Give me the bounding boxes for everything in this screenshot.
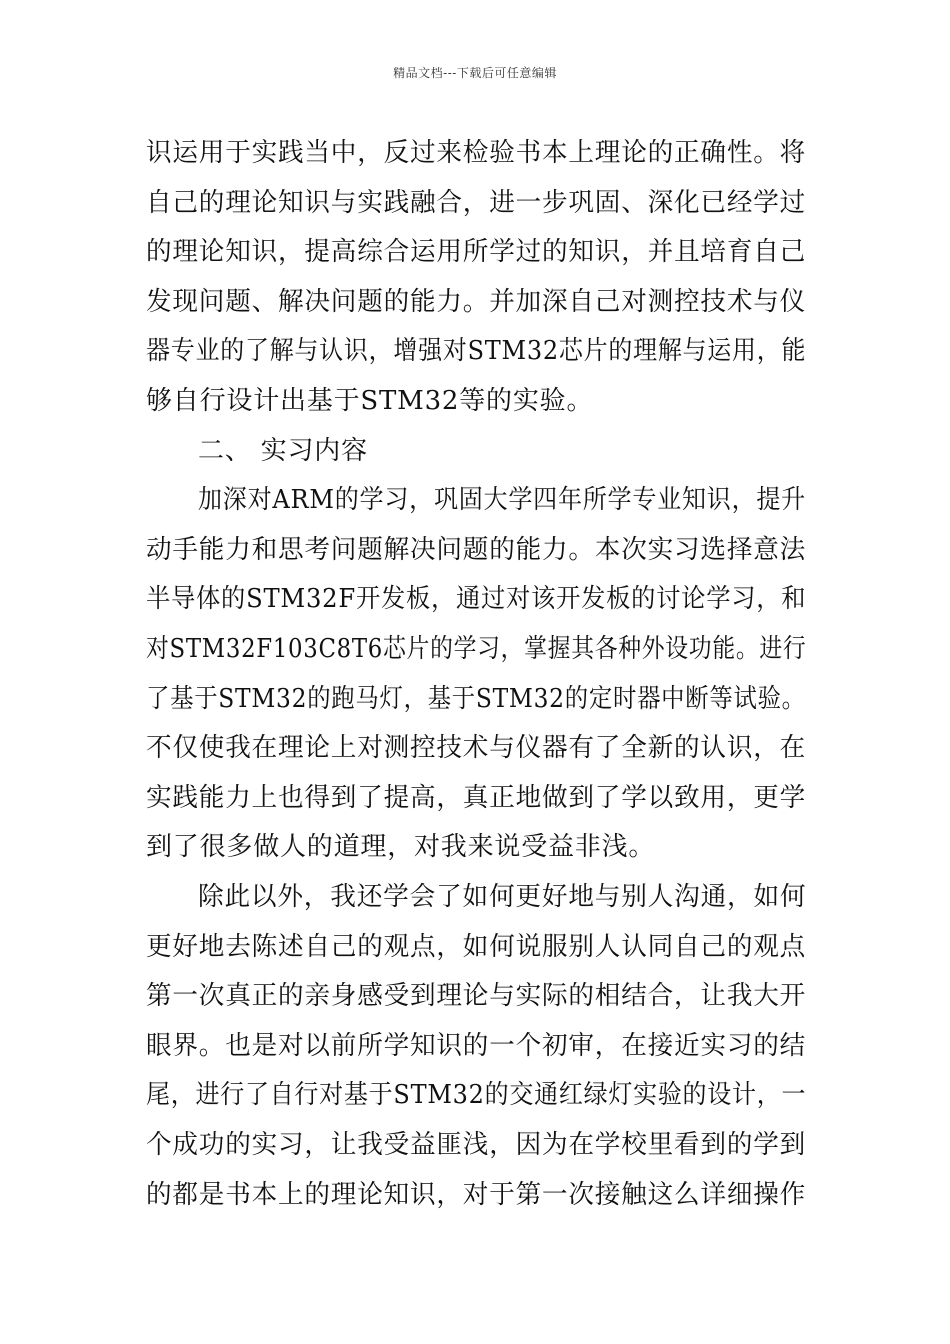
text-line: 除此以外，我还学会了如何更好地与别人沟通，如何 <box>198 882 807 912</box>
text-line: 的都是书本上的理论知识，对于第一次接触这么详细操作 <box>146 1179 807 1210</box>
text-line: 识运用于实践当中，反过来检验书本上理论的正确性。将 <box>146 138 807 168</box>
text-line: 发现问题、解决问题的能力。并加深自己对测控技术与仪 <box>146 286 807 317</box>
text-line: 到了很多做人的道理，对我来说受益非浅。 <box>146 832 656 863</box>
text-line: 尾，进行了自行对基于STM32的交通红绿灯实验的设计，一 <box>146 1080 807 1111</box>
text-line: 器专业的了解与认识，增强对STM32芯片的理解与运用，能 <box>146 336 807 367</box>
text-line: 半导体的STM32F开发板，通过对该开发板的讨论学习，和 <box>146 584 807 615</box>
text-line: 个成功的实习，让我受益匪浅，因为在学校里看到的学到 <box>146 1130 807 1160</box>
text-line: 的理论知识，提高综合运用所学过的知识，并且培育自己 <box>146 237 807 268</box>
text-line: 不仅使我在理论上对测控技术与仪器有了全新的认识，在 <box>146 733 807 764</box>
text-line: 对STM32F103C8T6芯片的学习，掌握其各种外设功能。进行 <box>146 634 807 664</box>
text-line: 更好地去陈述自己的观点，如何说服别人认同自己的观点 <box>146 931 807 962</box>
text-line: 了基于STM32的跑马灯，基于STM32的定时器中断等试验。 <box>146 683 806 714</box>
page-header: 精品文档---下载后可任意编辑 <box>393 66 557 80</box>
text-line: 够自行设计出基于STM32等的实验。 <box>146 386 594 416</box>
text-line: 眼界。也是对以前所学知识的一个初审，在接近实习的结 <box>146 1030 807 1061</box>
text-line: 加深对ARM的学习，巩固大学四年所学专业知识，提升 <box>198 485 806 516</box>
text-line: 自己的理论知识与实践融合，进一步巩固、深化已经学过 <box>146 187 807 218</box>
text-line: 实践能力上也得到了提高，真正地做到了学以致用，更学 <box>146 782 807 813</box>
section-heading: 二、 实习内容 <box>198 435 368 466</box>
text-line: 动手能力和思考问题解决问题的能力。本次实习选择意法 <box>146 534 807 565</box>
text-line: 第一次真正的亲身感受到理论与实际的相结合，让我大开 <box>146 981 807 1012</box>
